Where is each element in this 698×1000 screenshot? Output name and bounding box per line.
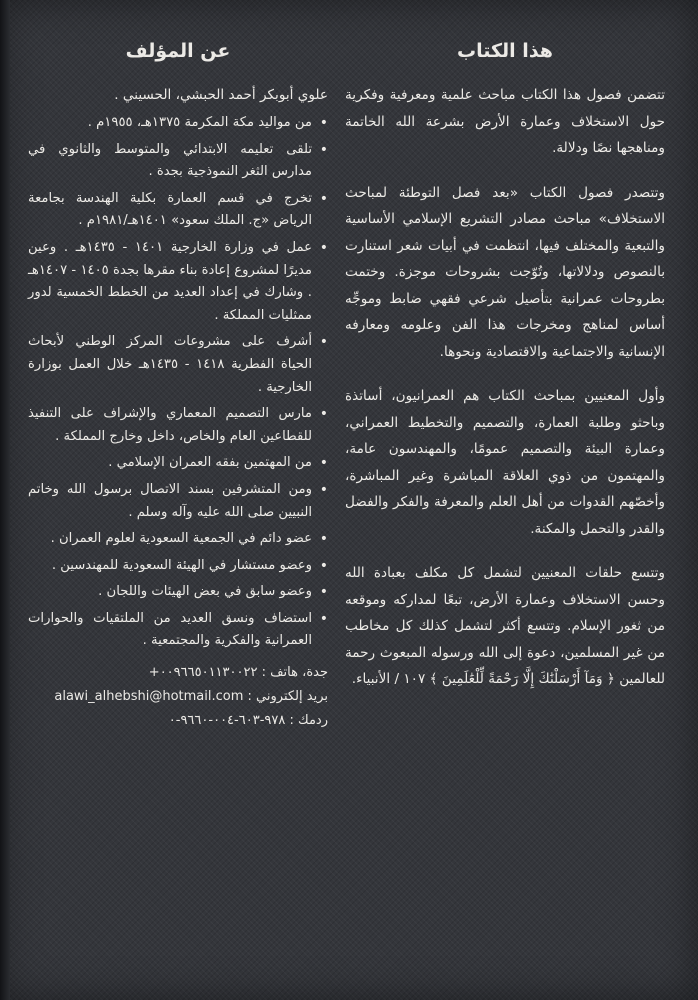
bullet-icon: •	[319, 557, 328, 574]
author-bio-list	[28, 112, 328, 653]
about-book-column	[345, 40, 665, 711]
bullet-icon: •	[319, 406, 328, 423]
bio-item	[28, 608, 328, 653]
bio-item-text: مارس التصميم المعماري والإشراف على التنفيذ للقطاعين العام والخاص، داخل وخارج المملكة .	[28, 406, 312, 444]
about-book-paragraph-3: وأول المعنيين بمباحث الكتاب هم العمرانيون، أساتذة وباحثو وطلبة العمارة، والتصميم والتخطيط العمراني، وعمارة البيئة والتصميم عمومًا، والمهندسون عامة، والمهتمون من ذوي العلاقة المباشرة وغير المباشرة، وأخصّهم القدوات من أهل العلم والمعرفة والفكر والفضل والقدر والتحمل والمكنة.	[345, 388, 665, 537]
about-book-paragraph-2: وتتصدر فصول الكتاب «بعد فصل التوطئة لمباحث الاستخلاف» مباحث مصادر التشريع الإسلامي الأساسية والتبعية والمختلف فيها، انتظمت في أبيات شعر استنارت بالنصوص ودلالاتها، وتُوّجت بشروحات موجزة. وختمت بطروحات عمرانية بتأصيل شرعي فقهي ضابط وموجِّه أساس لمناهج ومخرجات هذا الفن وعلومه ومعارفه الإنسانية والاجتماعية والاقتصادية ونحوها.	[345, 184, 665, 360]
bio-item-text: من المهتمين بفقه العمران الإسلامي .	[108, 455, 312, 471]
author-contact	[28, 661, 328, 733]
bio-item	[28, 139, 328, 184]
bio-item-text: ومن المتشرفين بسند الاتصال برسول الله وخاتم النبيين صلى الله عليه وآله وسلم .	[28, 481, 312, 520]
bio-item-text: عضو دائم في الجمعية السعودية لعلوم العمران .	[50, 531, 312, 547]
bio-item	[28, 237, 328, 327]
bio-item	[28, 403, 328, 448]
isbn-label: ردمك :	[289, 713, 328, 729]
bullet-icon: •	[319, 481, 328, 498]
bullet-icon: •	[319, 610, 328, 627]
email-address: alawi_alhebshi@hotmail.com	[54, 689, 244, 705]
bullet-icon: •	[319, 141, 328, 158]
bio-item	[28, 188, 328, 233]
isbn-number: ٩٧٨-٦٠٣-٠٠٤-٩٦٦٠-٠	[168, 713, 286, 729]
about-author-column	[28, 40, 328, 733]
bullet-icon: •	[319, 531, 328, 548]
bullet-icon: •	[319, 334, 328, 351]
bio-item-text: عمل في وزارة الخارجية ١٤٠١ - ١٤٣٥هـ . وعين مديرًا لمشروع إعادة بناء مقرها بجدة ١٤٠٥ - ١٤٠٧هـ . وشارك في إعداد العديد من الخطط الخمسية لدور ممثليات المملكة .	[28, 239, 312, 323]
bullet-icon: •	[319, 190, 328, 207]
isbn-line	[28, 709, 328, 733]
about-book-paragraph-4: وتتسع حلقات المعنيين لتشمل كل مكلف بعبادة الله وحسن الاستخلاف وعمارة الأرض، تبعًا لمداركه وموقعه من ثغور الإسلام. وتتسع أكثر لتشمل كذلك كل مخاطب من غير المسلمين، دعوة إلى الله ورسوله المبعوث رحمة للعالمين ﴿ وَمَآ أَرْسَلْنَٰكَ إِلَّا رَحْمَةً لِّلْعَٰلَمِينَ ﴾ ١٠٧ / الأنبياء.	[345, 565, 665, 687]
bio-item	[28, 581, 328, 604]
bullet-icon: •	[319, 584, 328, 601]
bio-item-text: استضاف ونسق العديد من الملتقيات والحوارات العمرانية والفكرية والمجتمعية .	[28, 610, 312, 649]
bio-item	[28, 555, 328, 578]
bio-item	[28, 331, 328, 399]
bio-item-text: وعضو مستشار في الهيئة السعودية للمهندسين .	[51, 557, 312, 573]
bio-item-text: أشرف على مشروعات المركز الوطني لأبحاث الحياة الفطرية ١٤١٨ - ١٤٣٥هـ خلال العمل بوزارة الخارجية .	[28, 334, 312, 395]
bio-item	[28, 479, 328, 524]
bio-item-text: تخرج في قسم العمارة بكلية الهندسة بجامعة الرياض «ج. الملك سعود» ١٤٠١هـ/١٩٨١م .	[28, 190, 312, 229]
bio-item-text: تلقى تعليمه الابتدائي والمتوسط والثانوي في مدارس الثغر النموذجية بجدة .	[28, 141, 312, 180]
bio-item-text: من مواليد مكة المكرمة ١٣٧٥هـ، ١٩٥٥م .	[87, 115, 312, 130]
phone-line: جدة، هاتف : ٠٠٩٦٦٥٠١١٣٠٠٢٢+	[148, 665, 328, 681]
email-line	[28, 685, 328, 709]
author-name: علوي أبوبكر أحمد الحبشي، الحسيني .	[114, 87, 328, 103]
email-label: بريد إلكتروني :	[247, 689, 328, 705]
bullet-icon: •	[319, 115, 328, 131]
spine-edge	[0, 0, 10, 1000]
about-book-paragraph-1: تتضمن فصول هذا الكتاب مباحث علمية ومعرفية وفكرية حول الاستخلاف وعمارة الأرض بشرعة الله الخاتمة ومناهجها نصًا ودلالة.	[345, 87, 665, 156]
bio-item	[28, 112, 328, 135]
bio-item-text: وعضو سابق في بعض الهيئات واللجان .	[98, 584, 312, 600]
bio-item	[28, 528, 328, 551]
bio-item	[28, 452, 328, 475]
bullet-icon: •	[319, 455, 328, 472]
about-author-heading: عن المؤلف	[125, 40, 231, 62]
about-book-heading: هذا الكتاب	[457, 40, 553, 62]
bullet-icon: •	[319, 239, 328, 256]
